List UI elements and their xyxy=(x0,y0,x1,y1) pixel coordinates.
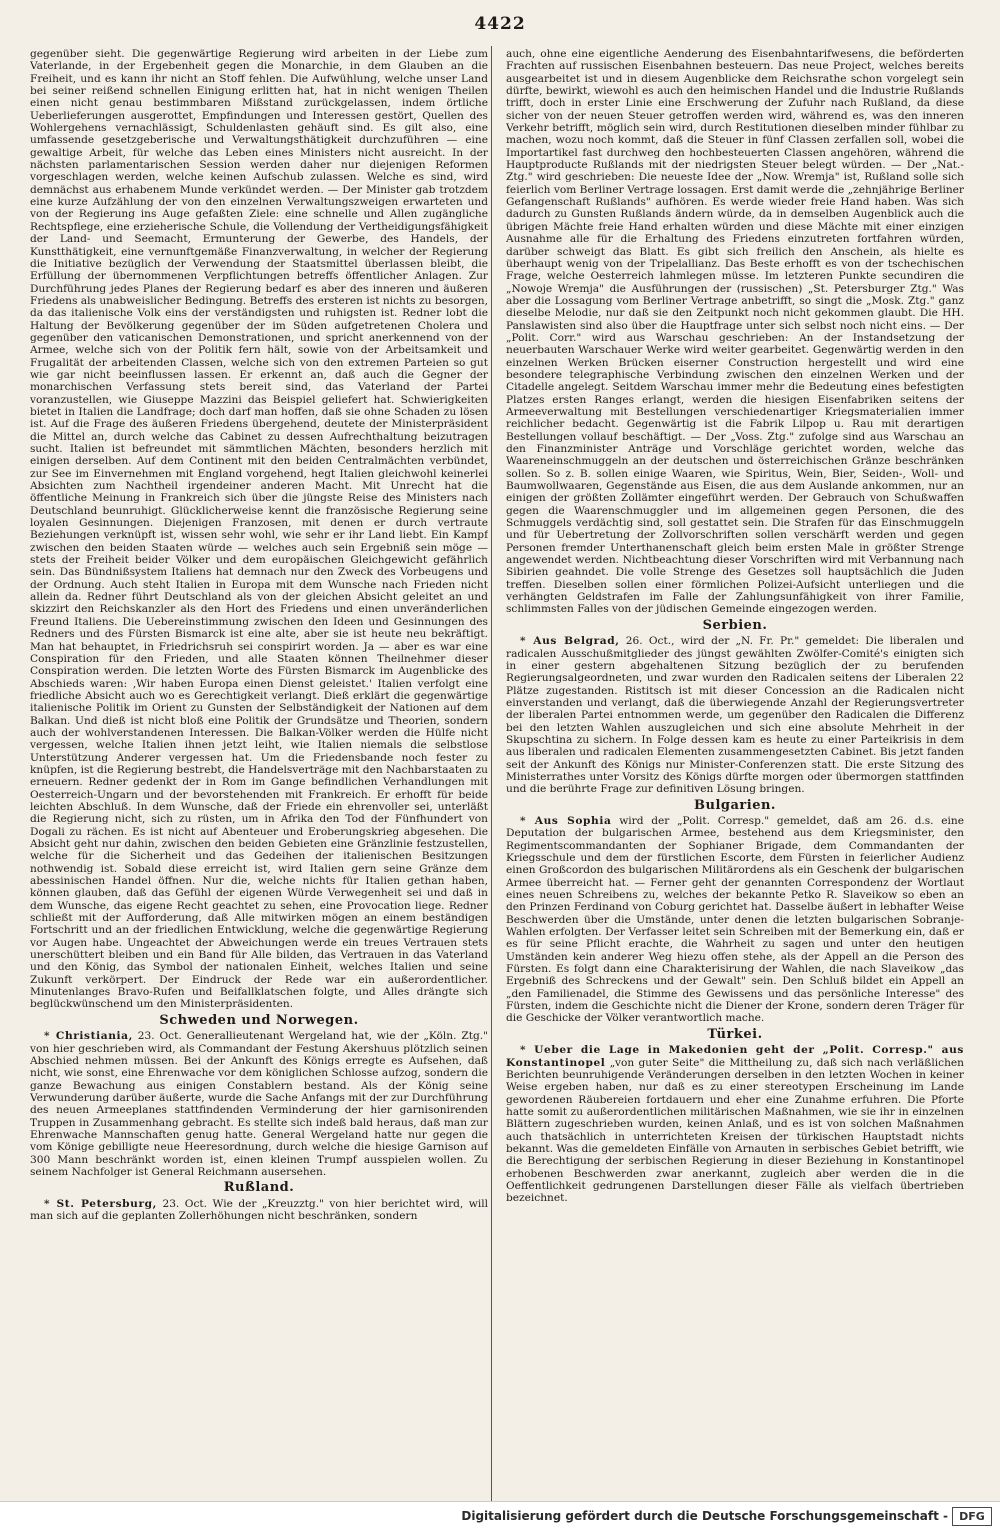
right-column xyxy=(506,48,964,1498)
article-belgrad-text: 26. Oct., wird der „N. Fr. Pr." gemeldet: Die liberalen und radicalen Ausschußmitglieder des jüngst gewählten Zwölfer-Comité's einigten sich in einer gestern abgehaltenen Sitzung bezüglich der zu berufenden Regierungsalgeordneten, und zwar wurden den Radicalen seitens der Liberalen 22 Plätze zugestanden. Ristitsch ist mit dieser Concession an die Radicalen nicht einverstanden und verlangt, daß die überwiegende Anzahl der Regierungsvertreter der liberalen Partei entnommen werde, um gegenüber den Radicalen die Differenz bei den letzten Wahlen auszugleichen und sich eine absolute Mehrheit in der Skupschtina zu sichern. In Folge dessen kam es heute zu einer Parteikrisis in dem aus liberalen und radicalen Elementen zusammengesetzten Cabinet. Bis jetzt fanden seit der Ankunft des Königs nur Minister-Conferenzen statt. Die erste Sitzung des Ministerrathes unter Vorsitz des Königs dürfte morgen oder übermorgen stattfinden und die berührte Frage zur definitiven Lösung bringen. xyxy=(506,635,964,796)
section-heading-tuerkei: Türkei. xyxy=(707,1026,763,1042)
section-heading-schweden: Schweden und Norwegen. xyxy=(159,1012,359,1028)
page-number: 4422 xyxy=(474,14,526,34)
article-konstantinopel-text: „von guter Seite" die Mittheilung zu, daß sich nach verläßlichen Berichten beunruhigende Veränderungen derselben in den letzten Wochen in keiner Weise ergeben haben, nur daß es zu einer stereotypen Erscheinung im Lande gewordenen Räubereien fortdauern und eher eine Zunahme erfuhren. Die Pforte hatte somit zu außerordentlichen militärischen Maßnahmen, wie sie ihr in einzelnen Blättern zugeschrieben wurden, keinen Anlaß, und es ist von solchen Maßnahmen auch thatsächlich in unterrichteten Kreisen der türkischen Hauptstadt nichts bekannt. Was die gemeldeten Einfälle von Arnauten in serbisches Gebiet betrifft, wie die Berechtigung der serbischen Regierung in dieser Beziehung in Konstantinopel erhobenen Beschwerden zwar anerkannt, zugleich aber werden die in die Oeffentlichkeit gedrungenen Darstellungen dieser Fälle als vielfach übertrieben bezeichnet. xyxy=(506,1056,964,1205)
dfg-credit-text: Digitalisierung gefördert durch die Deutsche Forschungsgemeinschaft - xyxy=(461,1509,948,1523)
dateline-konstantinopel: * Ueber die Lage in Makedonien geht der „Polit. Corresp." aus Konstantinopel xyxy=(506,1044,964,1069)
article-christiania xyxy=(30,1030,488,1178)
left-column xyxy=(30,48,488,1498)
section-heading-serbien: Serbien. xyxy=(702,617,768,633)
article-russia-continued: auch, ohne eine eigentliche Aenderung des Eisenbahntarifwesens, die beförderten Frachten auf russischen Eisenbahnen besteuern. Das neue Project, welches bereits ausgearbeitet ist und in diesem Augenblicke dem Reichsrathe schon vorgelegt sein dürfte, bewirkt, wiewohl es auch den heimischen Handel und die Industrie Rußlands trifft, doch in erster Linie eine Erschwerung der Zufuhr nach Rußland, da diese sicher von der neuen Steuer getroffen werden wird, während es, was den inneren Verkehr betrifft, möglich sein wird, durch Restitutionen dieselben minder fühlbar zu machen, wozu noch kommt, daß die Steuer in fünf Classen zerfallen soll, wobei die Importartikel fast durchweg den hochbesteuerten Classen angehören, während die Hauptproducte Rußlands mit der niedrigsten Steuer belegt würden. — Der „Nat.-Ztg." wird geschrieben: Die neueste Idee der „Now. Wremja" ist, Rußland solle sich feierlich vom Berliner Vertrage lossagen. Erst damit werde die „zehnjährige Berliner Gefangenschaft Rußlands" aufhören. Es werde wieder freie Hand haben. Was sich dadurch zu Gunsten Rußlands ändern würde, da in demselben Augenblick auch die übrigen Mächte freie Hand erhalten würden und diese Mächte mit einer einzigen Ausnahme alle für die Erhaltung des Friedens einzutreten fortfahren würden, darüber schweigt das Blatt. Es gibt sich freilich den Anschein, als hielte es überhaupt wenig von der Tripelallianz. Das Beste erhofft es von der tschechischen Frage, welche Oesterreich lahmlegen müsse. Im letzteren Punkte secundiren die „Nowoje Wremja" die Ausführungen der (russischen) „St. Petersburger Ztg." Was aber die Lossagung vom Berliner Vertrage anbetrifft, so singt die „Mosk. Ztg." ganz dieselbe Melodie, nur daß sie den Zeitpunkt noch nicht gekommen glaubt. Die HH. Panslawisten sind also über die Hauptfrage unter sich selbst noch nicht eins. — Der „Polit. Corr." wird aus Warschau geschrieben: An der Instandsetzung der neuerbauten Warschauer Werke wird weiter gearbeitet. Gegenwärtig werden in den einzelnen Werken Brücken eiserner Construction hergestellt und wird eine besondere telegraphische Verbindung zwischen den einzelnen Werken und der Citadelle angelegt. Seitdem Warschau immer mehr die Bedeutung eines befestigten Platzes ersten Ranges erlangt, werden die hiesigen Eisenfabriken seitens der Armeeverwaltung mit Bestellungen verschiedenartiger Kriegsmaterialien immer reichlicher bedacht. Gegenwärtig ist die Fabrik Lilpop u. Rau mit derartigen Bestellungen vollauf beschäftigt. — Der „Voss. Ztg." zufolge sind aus Warschau an den Finanzminister Anträge und Vorschläge gerichtet worden, welche das Waareneinschmuggeln an der deutschen und österreichischen Gränze beschränken sollen. So z. B. sollen einige Waaren, wie Spiritus, Wein, Bier, Seiden-, Woll- und Baumwollwaaren, Gegenstände aus Eisen, die aus dem Auslande ankommen, nur an einigen der größten Zollämter eingeführt werden. Der Gebrauch von Schußwaffen gegen die Waarenschmuggler und im allgemeinen gegen Personen, die des Schmuggels verdächtig sind, soll gestattet sein. Die Strafen für das Einschmuggeln und für Uebertretung der Zollvorschriften sollen verschärft werden und gegen Personen fremder Unterthanenschaft gleich beim ersten Male in größter Strenge angewendet werden. Nichtbeachtung dieser Vorschriften wird mit Verbannung nach Sibirien geahndet. Die volle Strenge des Gesetzes soll hauptsächlich die Juden treffen. Dieselben sollen einer förmlichen Polizei-Aufsicht unterliegen und die verhängten Geldstrafen im Falle der Zahlungsunfähigkeit von ihrer Familie, schlimmsten Falles von der jüdischen Gemeinde eingezogen werden. xyxy=(506,48,964,616)
column-divider xyxy=(491,46,492,1504)
dateline-christiania: * Christiania, xyxy=(44,1030,133,1043)
dateline-sophia: * Aus Sophia xyxy=(520,814,612,827)
dfg-logo: DFG xyxy=(952,1507,992,1526)
article-petersburg-text: 23. Oct. Wie der „Kreuzztg." von hier berichtet wird, will man sich auf die geplanten Zollerhöhungen nicht beschränken, sondern xyxy=(30,1197,488,1222)
section-heading-bulgarien: Bulgarien. xyxy=(694,797,776,813)
article-petersburg xyxy=(30,1198,488,1223)
article-italy-speech: gegenüber sieht. Die gegenwärtige Regierung wird arbeiten in der Liebe zum Vaterlande, in der Ergebenheit gegen die Monarchie, in dem Glauben an die Freiheit, und es kann ihr nicht an Stoff fehlen. Die Aufwühlung, welche unser Land bei seiner reißend schnellen Einigung erlitten hat, hat in nicht wenigen Theilen einen nicht genau bestimmbaren Mißstand zurückgelassen, indem örtliche Ueberlieferungen ausgerottet, Empfindungen und Interessen gestört, Quellen des Wohlergehens vernachlässigt, Schuldenlasten gehäuft sind. Es gilt also, eine umfassende gesetzgeberische und Verwaltungsthätigkeit durchzuführen — eine gewaltige Arbeit, für welche das Leben eines Ministers nicht ausreicht. In der nächsten parlamentarischen Session werden daher nur diejenigen Reformen vorgeschlagen werden, welche keinen Aufschub zulassen. Welche es sind, wird demnächst aus erhabenem Munde verkündet werden. — Der Minister gab trotzdem eine kurze Aufzählung der von den einzelnen Verwaltungszweigen erwarteten und von der Regierung ins Auge gefaßten Ziele: eine schnelle und Allen zugängliche Rechtspflege, eine erzieherische Schule, die Vollendung der Vertheidigungsfähigkeit der Land- und Seemacht, Ermunterung der Gewerbe, des Handels, der Kunstthätigkeit, eine vernunftgemäße Finanzverwaltung, in welcher der Regierung die Initiative bezüglich der Verwendung der Staatsmittel überlassen bleibt, die Erfüllung der übernommenen Verpflichtungen betreffs öffentlicher Anlagen. Zur Durchführung jedes Planes der Regierung bedarf es aber des inneren und äußeren Friedens als unabweislicher Bedingung. Betreffs des ersteren ist nichts zu besorgen, da das italienische Volk eins der verständigsten und ruhigsten ist. Redner lobt die Haltung der Bevölkerung gegenüber der im Süden aufgetretenen Cholera und gegenüber den vaticanischen Demonstrationen, und spricht anerkennend von der Armee, welche sich von der Politik fern hält, sowie von der Arbeitsamkeit und Frugalität der arbeitenden Classen, welche sich von den extremen Parteien so gut wie gar nicht beeinflussen lassen. Er erkennt an, daß auch die Gegner der monarchischen Verfassung stets bereit sind, das Vaterland der Partei voranzustellen, wie Giuseppe Mazzini das Beispiel geliefert hat. Schwierigkeiten bietet in Italien die Landfrage; doch darf man hoffen, daß sie ohne Schaden zu lösen ist. Auf die Frage des äußeren Friedens übergehend, deutete der Ministerpräsident die Mittel an, durch welche das Cabinet zu dessen Aufrechthaltung beizutragen sucht. Italien ist befreundet mit sämmtlichen Mächten, besonders herzlich mit einigen derselben. Auf dem Continent mit den beiden Centralmächten verbündet, zur See im Einvernehmen mit England vorgehend, hegt Italien gleichwohl keinerlei Absichten zum Nachtheil irgendeiner anderen Macht. Mit Unrecht hat die öffentliche Meinung in Frankreich sich über die jüngste Reise des Ministers nach Deutschland beunruhigt. Glücklicherweise kennt die französische Regierung seine loyalen Gesinnungen. Diejenigen Franzosen, mit denen er durch vertraute Beziehungen verknüpft ist, wissen sehr wohl, wie sehr er ihr Land liebt. Ein Kampf zwischen den beiden Staaten würde — welches auch sein Ergebniß sein möge — stets der Freiheit beider Völker und dem europäischen Gleichgewicht gefährlich sein. Das Bündnißsystem Italiens hat demnach nur den Zweck des Vorbeugens und der Ordnung. Auch steht Italien in Europa mit dem Wunsche nach Frieden nicht allein da. Redner führt Deutschland als von der gleichen Absicht geleitet an und skizzirt den Reichskanzler als den Hort des Friedens und einen unveränderlichen Freund Italiens. Die Uebereinstimmung zwischen den Ideen und Gesinnungen des Redners und des Fürsten Bismarck ist eine alte, aber sie ist heute neu bekräftigt. Man hat behauptet, in Friedrichsruh sei conspirirt worden. Ja — aber es war eine Conspiration für den Frieden, und alle Staaten können Theilnehmer dieser Conspiration werden. Die letzten Worte des Fürsten Bismarck im Augenblicke des Abschieds waren: ‚Wir haben Europa einen Dienst geleistet.' Italien verfolgt eine friedliche Absicht auch wo es Gerechtigkeit verlangt. Dieß erklärt die gegenwärtige italienische Politik im Orient zu Gunsten der Selbständigkeit der Nationen auf dem Balkan. Und dieß ist nicht bloß eine Politik der Grundsätze und Theorien, sondern auch der wohlverstandenen Interessen. Die Balkan-Völker werden die Hülfe nicht vergessen, welche Italien ihnen jetzt leiht, wie Italien niemals die selbstlose Unterstützung Anderer vergessen hat. Um die Friedensbande noch fester zu knüpfen, ist die Regierung bestrebt, die Handelsverträge mit den Nachbarstaaten zu erneuern. Redner gedenkt der in Rom im Gange befindlichen Verhandlungen mit Oesterreich-Ungarn und der bevorstehenden mit Frankreich. Er erhofft für beide leichten Abschluß. In dem Wunsche, daß der Friede ein ehrenvoller sei, unterläßt die Regierung nicht, sich zu rüsten, um in Afrika den Tod der Fünfhundert von Dogali zu rächen. Es ist nicht auf Abenteuer und Eroberungskrieg abgesehen. Die Absicht geht nur dahin, zwischen den beiden Gebieten eine Gränzlinie festzustellen, welche für die Sicherheit und das Gedeihen der italienischen Besitzungen nothwendig ist. Sobald diese erreicht ist, wird Italien gern seine Gränze dem abessinischen Handel öffnen. Nur die, welche nichts für Italien gethan haben, können glauben, daß das Gefühl der eigenen Würde Verwegenheit sei und daß in dem Wunsche, das eigene Recht geachtet zu sehen, eine Provocation liege. Redner schließt mit der Aufforderung, daß Alle mitwirken mögen an einem beständigen Fortschritt und an der friedlichen Entwicklung, welche die gegenwärtige Regierung vor Augen habe. Ungeachtet der Abweichungen werde ein treues Vertrauen stets unerschüttert bleiben und ein Band für Alle bilden, das Vertrauen in das Vaterland und den König, das Symbol der nationalen Einheit, welches Italien und seine Zukunft verkörpert. Der Eindruck der Rede war ein außerordentlicher. Minutenlanges Bravo-Rufen und Beifallklatschen folgte, und Alles drängte sich beglückwünschend um den Ministerpräsidenten. xyxy=(30,48,488,1011)
article-sophia-text: wird der „Polit. Corresp." gemeldet, daß am 26. d.s. eine Deputation der bulgarischen Armee, bestehend aus dem Kriegsminister, den Regimentscommandanten der Sophianer Brigade, dem Commandanten der Kriegsschule und dem der fürstlichen Escorte, dem Fürsten in feierlicher Audienz einen Großcordon des bulgarischen Militärordens als ein Geschenk der bulgarischen Armee überreicht hat. — Ferner geht der genannten Correspondenz der Wortlaut eines neuen Schreibens zu, welches der bekannte Petko R. Slaveikow so eben an den Prinzen Ferdinand von Coburg gerichtet hat. Dasselbe äußert in lebhafter Weise Beschwerden über die Umstände, unter denen die letzten bulgarischen Sobranje-Wahlen erfolgten. Der Verfasser leitet sein Schreiben mit der Bemerkung ein, daß er es für seine Pflicht erachte, die Wahrheit zu sagen und unter den heutigen Umständen kein anderer Weg hiezu offen stehe, als der Appell an die Person des Fürsten. Es folgt dann eine Charakterisirung der Wahlen, die nach Slaveikow „das Ergebniß des Schreckens und der Gewalt" sein. Den Schluß bildet ein Appell an „den Familienadel, die Stimme des Gewissens und das persönliche Interesse" des Fürsten, indem die Geschichte nicht die Diener der Krone, sondern deren Träger für die Geschicke der Völker verantwortlich mache. xyxy=(506,814,964,1025)
section-heading-russland: Rußland. xyxy=(223,1180,295,1196)
digitization-footer xyxy=(0,1501,1000,1530)
article-christiania-text: 23. Oct. Generallieutenant Wergeland hat, wie der „Köln. Ztg." von hier geschrieben wird, als Commandant der Festung Akershuus plötzlich seinen Abschied nehmen müssen. Bei der Ankunft des Königs erregte es Aufsehen, daß nicht, wie sonst, eine Ehrenwache vor dem königlichen Schlosse aufzog, sondern die ganze Bewachung aus einigen Constablern bestand. Als der König seine Verwunderung darüber äußerte, wurde die Sache Anfangs mit der zur Durchführung des neuen Armeeplanes stattfindenden Verminderung der hier garnisonirenden Truppen in Zusammenhang gebracht. Es stellte sich indeß bald heraus, daß man zur Ehrenwache Mannschaften genug hatte. General Wergeland hatte nur gegen die vom Könige gebilligte neue Heeresordnung, durch welche die hiesige Garnison auf 300 Mann beschränkt worden ist, einen kleinen Trumpf ausspielen wollen. Zu seinem Nachfolger ist General Reichmann ausersehen. xyxy=(30,1030,488,1178)
article-belgrad xyxy=(506,635,964,795)
article-sophia xyxy=(506,815,964,1025)
article-konstantinopel xyxy=(506,1044,964,1204)
dateline-belgrad: * Aus Belgrad, xyxy=(520,635,620,648)
dateline-petersburg: * St. Petersburg, xyxy=(44,1197,157,1210)
